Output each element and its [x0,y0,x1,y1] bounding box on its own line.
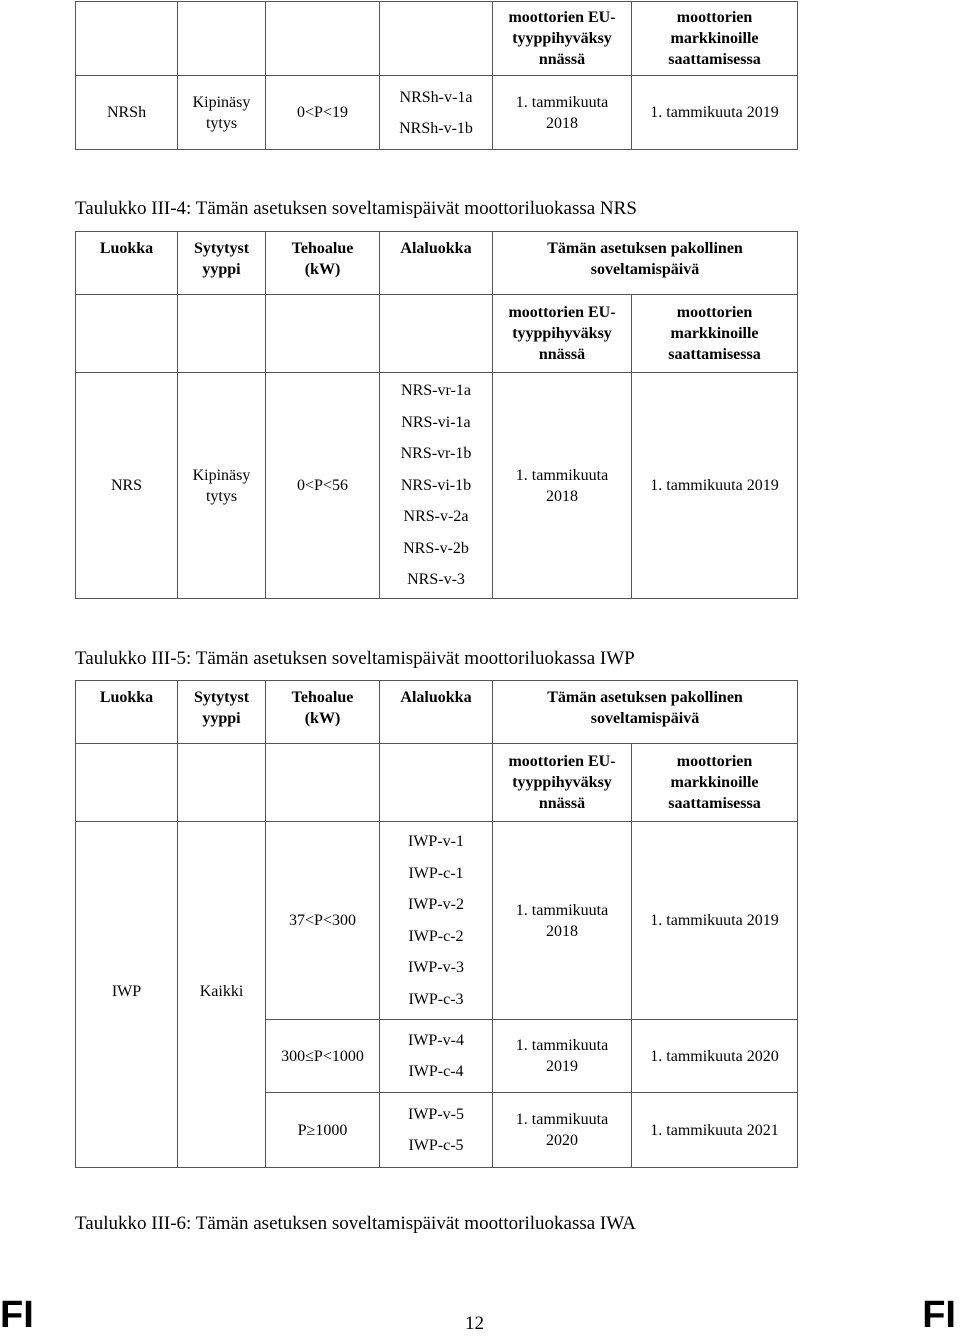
caption-nrs: Taulukko III-4: Tämän asetuksen soveltamispäivät moottoriluokassa NRS [75,198,637,219]
table-row [76,822,798,1020]
cell-power: 0<P<56 [266,373,380,599]
header-subclass: Alaluokka [380,681,493,744]
header-eu-type: moottorien EU- tyyppihyväksy nnässä [493,744,632,822]
footer-lang-left: FI [0,1294,34,1336]
header-class: Luokka [76,232,178,295]
page-number: 12 [465,1313,484,1334]
cell-eu-date: 1. tammikuuta 2018 [493,373,632,599]
footer-lang-right: FI [922,1294,956,1336]
header-power: Tehoalue (kW) [266,232,380,295]
header-market: moottorien markkinoille saattamisessa [632,295,798,373]
cell-power: 300≤P<1000 [266,1020,380,1093]
header-apply: Tämän asetuksen pakollinen soveltamispäivä [493,232,798,295]
cell-eu-date: 1. tammikuuta 2020 [493,1093,632,1168]
cell-eu-date: 1. tammikuuta 2018 [493,822,632,1020]
header-market: moottorien markkinoille saattamisessa [632,744,798,822]
cell-class: NRS [76,373,178,599]
header-apply: Tämän asetuksen pakollinen soveltamispäivä [493,681,798,744]
table-nrsh [75,1,798,150]
table-row [76,373,798,599]
cell-eu-date: 1. tammikuuta 2018 [493,76,632,150]
cell-power: 0<P<19 [266,76,380,150]
header-ignition: Sytytyst yyppi [178,232,266,295]
header-eu-type: moottorien EU- tyyppihyväksy nnässä [493,295,632,373]
table-row [76,76,798,150]
cell-ignition: Kipinäsy tytys [178,76,266,150]
header-power: Tehoalue (kW) [266,681,380,744]
cell-power: P≥1000 [266,1093,380,1168]
cell-market-date: 1. tammikuuta 2021 [632,1093,798,1168]
caption-iwp: Taulukko III-5: Tämän asetuksen soveltamispäivät moottoriluokassa IWP [75,648,635,669]
header-eu-type: moottorien EU- tyyppihyväksy nnässä [493,2,632,76]
cell-subclasses: NRSh-v-1a NRSh-v-1b [380,76,493,150]
cell-market-date: 1. tammikuuta 2019 [632,76,798,150]
cell-eu-date: 1. tammikuuta 2019 [493,1020,632,1093]
cell-class: NRSh [76,76,178,150]
cell-power: 37<P<300 [266,822,380,1020]
table-nrs [75,231,798,599]
cell-class: IWP [76,822,178,1168]
header-market: moottorien markkinoille saattamisessa [632,2,798,76]
table-iwp [75,680,798,1168]
cell-subclasses: IWP-v-1 IWP-c-1 IWP-v-2 IWP-c-2 IWP-v-3 IWP-c-3 [380,822,493,1020]
cell-subclasses: NRS-vr-1a NRS-vi-1a NRS-vr-1b NRS-vi-1b NRS-v-2a NRS-v-2b NRS-v-3 [380,373,493,599]
cell-ignition: Kipinäsy tytys [178,373,266,599]
header-ignition: Sytytyst yyppi [178,681,266,744]
cell-ignition: Kaikki [178,822,266,1168]
cell-subclasses: IWP-v-4 IWP-c-4 [380,1020,493,1093]
header-class: Luokka [76,681,178,744]
cell-market-date: 1. tammikuuta 2019 [632,822,798,1020]
caption-iwa: Taulukko III-6: Tämän asetuksen soveltamispäivät moottoriluokassa IWA [75,1213,636,1234]
cell-market-date: 1. tammikuuta 2019 [632,373,798,599]
header-subclass: Alaluokka [380,232,493,295]
cell-market-date: 1. tammikuuta 2020 [632,1020,798,1093]
cell-subclasses: IWP-v-5 IWP-c-5 [380,1093,493,1168]
